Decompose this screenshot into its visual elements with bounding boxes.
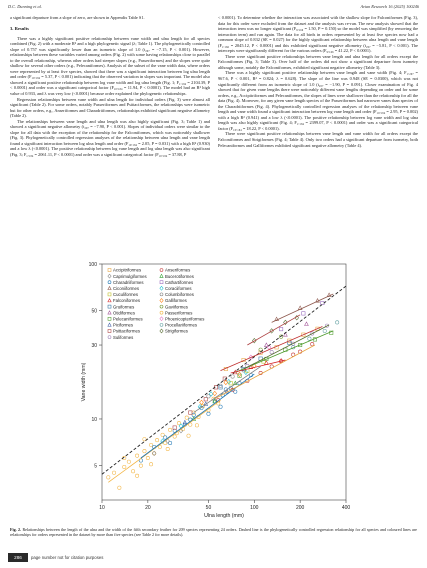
data-point <box>192 413 195 416</box>
data-point <box>231 375 234 378</box>
legend-label: Accipitriformes <box>113 267 142 273</box>
order-regression-line <box>215 345 315 399</box>
legend-label: Gaviiformes <box>165 304 188 310</box>
figure-caption <box>10 527 417 537</box>
legend-marker <box>108 274 111 278</box>
data-point <box>177 421 180 424</box>
legend-label: Columbiformes <box>165 292 194 298</box>
legend-marker <box>160 305 163 308</box>
legend-marker <box>160 269 163 272</box>
data-point <box>213 391 217 395</box>
intro-paragraph: a significant departure from a slope of zero, are shown in Appendix Table S1. <box>10 15 145 20</box>
legend-label: Falconiformes <box>113 298 140 304</box>
legend-label: Phoenicopteriformes <box>165 316 205 322</box>
legend-marker <box>108 299 111 302</box>
order-regression-line <box>194 367 261 413</box>
legend-marker <box>160 274 163 277</box>
data-point <box>207 412 210 415</box>
data-point <box>238 372 242 376</box>
legend-label: Galliformes <box>165 298 187 304</box>
legend-label: Passeriformes <box>165 310 193 316</box>
legend-label: Cuculiformes <box>113 292 139 298</box>
data-point <box>131 470 134 473</box>
x-tick-label: 100 <box>250 505 259 511</box>
data-point <box>323 329 326 332</box>
caption-text: Relationships between the length of the ulna and the width of the fifth secondary feather for 209 species representing 24 orders. Dashed line is the phylogenetically controlled regression relationship for all species and coloured lines are relationships for orders represented in the dataset by more than five species (see Table 2 for more details). <box>10 527 417 538</box>
results-paragraph-3: The relationships between vane length and ulna length was also highly significant (Fig. 3; Table 1) and showed a significant negative allometry (t₂₀₇ = −7.90, P < 0.001). Slopes of individual orders were similar to the slope for all data with the exception of the relationship for the Falconiformes, which was noticeably shallower (Fig. 3). Phylogenetically controlled regression analyses of the relationship between ulna length and vane length found a significant interaction between log ulna length and order (F₁₀,₁₈₄ = 2.05, P = 0.031) with a high R² (0.930) and a low λ (<0.0001). The positive relationship between log vane length and log ulna length was also significant (Fig. 3; F₁,₁₈₄ = 2061.11, P < 0.0001) and order was a significant categorical factor (F₁₀,₁₈₄ = 37.88, P <box>10 118 210 158</box>
legend-marker <box>160 281 163 284</box>
running-header <box>8 4 419 12</box>
data-point <box>204 398 207 401</box>
legend-marker <box>108 336 111 339</box>
legend-marker <box>160 323 163 326</box>
data-point <box>305 322 309 326</box>
legend-label: Charadriiformes <box>113 279 144 285</box>
legend-marker <box>108 311 111 314</box>
results-paragraph-6: There was a highly significant positive relationship between vane length and vane width (Fig. 4; F₁,₂₀₇ = 967.6, P < 0.001, R² = 0.824; λ = 0.628). The slope of the line was 0.948 (SE = 0.0300), which was not significantly different from an isometric slope of 1.0 (t₂₀₇ = −1.90, P = 0.091). Closer examination of Fig. 4 showed that for given vane lengths there were noticeably different vane lengths depending on order and for some orders, e.g., Accipitriformes and Pelecaniformes, the slopes of lines were shallower than the relationship for all the data (Fig. 4). Moreover, for any given vane length species of the Passeriformes had narrower vanes than species of the Charadriiformes (Fig. 4). Phylogenetically controlled regression analyses of the relationship between vane length and vane width found a significant interaction between log vane length and order (F₁₀,₁₈₄ = 2.95, P = 0.002) with a high R² (0.941) and a low λ (<0.0001). The positive relationship between log vane width and log ulna length was also highly significant (Fig. 4; F₁,₁₈₄ = 2399.07, P < 0.0001) and order was a significant categorical factor (F₁₀,₁₈₄ = 18.22, P < 0.0001). <box>218 70 418 131</box>
data-point <box>187 434 190 437</box>
data-point <box>149 463 152 466</box>
y-tick-label: 100 <box>88 261 97 268</box>
y-tick-label: 10 <box>91 416 97 423</box>
results-paragraph-7: There were significant positive relationships between vane length and vane width for all orders except the Falconiformes and Strigiformes (Fig. 4; Table 4). Only two orders had a significant departure from isometry, both Pelecaniformes and Galliformes exhibited significant negative allometry (Table 4). <box>218 131 418 148</box>
legend-marker <box>160 311 163 314</box>
results-paragraph-5: There were significant positive relationships between vane length and ulna length for all orders except the Falconiformes (Fig. 3; Table 3). Over half of the orders did not show a significant departure from isometry although some, notably the Falconiformes, exhibited significant negative allometry (Table 3). <box>218 53 418 70</box>
x-tick-label: 400 <box>341 505 351 511</box>
data-point <box>270 350 273 353</box>
data-point <box>107 476 110 479</box>
legend-marker <box>108 293 111 296</box>
legend-marker <box>160 329 163 333</box>
legend-label: Psittaciformes <box>113 328 140 334</box>
left-column <box>10 15 210 158</box>
y-axis-label: Vane width (mm) <box>81 362 87 402</box>
data-point <box>143 449 146 452</box>
legend-label: Anseriformes <box>165 267 191 273</box>
page-footer <box>8 553 188 562</box>
legend-marker <box>108 330 111 333</box>
legend-marker <box>108 317 111 320</box>
x-tick-label: 10 <box>99 505 105 511</box>
data-point <box>335 321 338 324</box>
data-point <box>112 471 115 474</box>
results-paragraph-4: < 0.0001). To determine whether the interaction was associated with the shallow slope for Falconiformes (Fig. 3), data for this order were excluded from the dataset and the analysis was re-run. The new analysis showed that the interaction term was no longer significant (F₉,₁₆₆ = 1.50, P = 0.150) so the model was simplified (by removing the interaction term) and run again. The data for all birds in orders represented by at least five species now had a common slope of 0.832 (SE = 0.027) for the highly significant relationship between ulna length and vane length (F₁,₁₆₆ = 2045.12, P < 0.0001) and this exhibited significant negative allometry (t₂₀₇ = −5.81, P < 0.001). The intercepts were significantly different for the various orders (F₉,₁₆₆ = 41.22, P < 0.0001). <box>218 15 418 54</box>
order-regression-line <box>244 325 330 369</box>
legend-label: Otidiformes <box>113 310 135 316</box>
data-point <box>185 416 188 419</box>
data-point <box>123 465 126 468</box>
results-paragraph-2: Regression relationships between vane width and ulna length for individual orders (Fig. 3) were almost all significant (Table 2). For some orders, notably Passeriformes and Psittaciformes, the relationships were isometric but for other orders, e.g., Anseriformes and Charadriiformes, relationships exhibited significant negative allometry (Table 2). <box>10 96 210 119</box>
data-point <box>311 342 314 345</box>
page-number: 286 <box>8 553 28 562</box>
legend-label: Pelecaniformes <box>113 316 143 322</box>
data-point <box>308 337 311 340</box>
legend-marker <box>160 286 163 290</box>
header-authors: D.C. Dunning et al. <box>8 4 42 9</box>
results-paragraph-1: There was a highly significant positive relationship between vane width and ulna length for all species combined (Fig. 2) with a moderate R² and a high phylogenetic signal (λ; Table 1). The phylogenetically controlled slope of 0.757 was significantly lower than an isometric slope of 1.0 (t₂₀₇ = −7.15, P < 0.001). However, relationships between these variables varied among orders (Fig. 2) with some having relationships close to parallel to the overall relationship, whereas other orders had steeper slopes (e.g., Passeriformes) and the slopes were quite shallow for several other orders (e.g., Pelecaniformes). Analysis of the subset of the vane width data, where orders were represented by at least five species, showed that there was a significant interaction between log ulna length and order (F₁₀,₁₈₄ = 5.37, P < 0.001) indicating that the observed variation in slopes was important. The model also showed a significant positive relationship between log vane width and log ulna length (Fig. 1; F₁,₁₈₄ = 2104.39, P < 0.0001) and order was a significant categorical factor (F₁₀,₁₈₄ = 11.94, P < 0.0001). The model had an R² high value of 0.933, and λ was very low (<0.0001) because order explained the phylogenetic relationships. <box>10 35 210 97</box>
data-point <box>173 435 176 438</box>
data-point <box>219 405 222 408</box>
y-tick-label: 5 <box>94 463 97 470</box>
order-regression-line <box>108 400 220 482</box>
x-tick-label: 20 <box>145 505 151 511</box>
scatter-chart <box>10 254 417 524</box>
header-journal: Avian Research 16 (2025) 100246 <box>360 4 419 9</box>
legend-label: Piciformes <box>113 322 134 328</box>
data-point <box>118 486 121 489</box>
legend-label: Caprimulgiformes <box>113 273 147 279</box>
right-column <box>218 15 418 148</box>
data-point <box>189 411 192 414</box>
legend-marker <box>160 293 163 296</box>
legend-marker <box>108 305 111 308</box>
legend-label: Procellariiformes <box>165 322 197 328</box>
legend-label: Strigiformes <box>165 328 188 334</box>
order-regression-line <box>247 315 300 345</box>
data-point <box>161 433 164 436</box>
data-point <box>200 400 204 404</box>
legend-label: Coraciiformes <box>165 286 192 291</box>
data-point <box>166 447 169 450</box>
data-point <box>146 456 149 459</box>
data-point <box>279 327 282 330</box>
data-point <box>168 428 171 431</box>
data-point <box>135 474 138 477</box>
x-axis-label: Ulna length (mm) <box>204 513 244 519</box>
legend-marker <box>108 323 111 326</box>
data-point <box>183 420 187 424</box>
legend-marker <box>108 287 111 290</box>
y-tick-label: 50 <box>91 308 97 315</box>
x-tick-label: 200 <box>295 505 305 511</box>
section-title: 3. Results <box>10 25 29 31</box>
data-point <box>207 395 210 398</box>
caption-label: Fig. 2. <box>10 527 22 532</box>
data-point <box>149 443 152 446</box>
data-point <box>302 312 305 315</box>
data-point <box>135 454 138 457</box>
data-point <box>224 380 228 384</box>
order-regression-line <box>272 294 334 322</box>
legend-marker <box>108 281 111 284</box>
x-tick-label: 50 <box>205 505 212 511</box>
legend-marker <box>160 299 163 303</box>
legend-label: Suliformes <box>113 334 134 340</box>
legend-label: Ciconiiformes <box>113 286 140 291</box>
data-point <box>139 464 142 467</box>
legend-marker <box>108 269 111 272</box>
data-point <box>127 460 130 463</box>
legend-label: Cathartiformes <box>165 279 194 285</box>
legend-label: Bucerotiformes <box>165 273 194 279</box>
data-point <box>264 343 268 347</box>
legend-marker <box>160 317 163 321</box>
y-tick-label: 30 <box>91 342 97 349</box>
footer-note: page number not for citation purposes <box>31 555 104 560</box>
data-point <box>155 438 158 441</box>
legend-label: Gruiformes <box>113 304 135 310</box>
figure-2 <box>10 254 417 524</box>
data-point <box>195 424 198 427</box>
